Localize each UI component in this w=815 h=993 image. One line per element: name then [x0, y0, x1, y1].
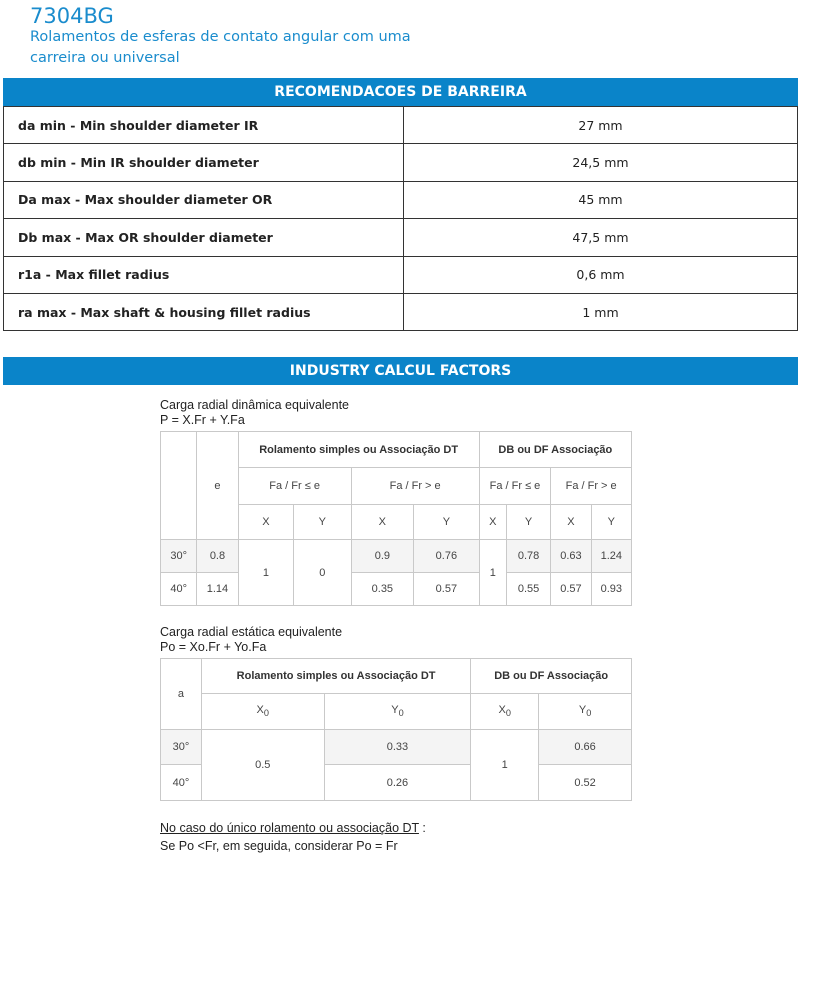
pair-le-y-cell: 0.55	[506, 573, 550, 606]
single-le-y-cell: 0	[294, 540, 351, 606]
row-label: da min - Min shoulder diameter IR	[4, 107, 404, 144]
abutment-table	[3, 106, 798, 331]
y-header: Y	[414, 505, 480, 540]
x0-header: $X_0$	[471, 694, 539, 730]
pair-le-x-cell: 1	[479, 540, 506, 606]
table-row	[4, 181, 798, 218]
y0-header: $Y_0$	[539, 694, 632, 730]
abutment-section-header: RECOMENDACOES DE BARREIRA	[3, 78, 798, 106]
angle-header-cell	[161, 432, 197, 540]
pair-y0-cell: 0.52	[539, 765, 632, 801]
single-y0-cell: 0.33	[324, 730, 471, 765]
x0-header: $X_0$	[201, 694, 324, 730]
static-factors-table	[160, 658, 632, 801]
y-header: Y	[591, 505, 631, 540]
cond-gt-header: Fa / Fr > e	[551, 468, 632, 505]
row-value: 27 mm	[404, 107, 798, 144]
single-gt-y-cell: 0.57	[414, 573, 480, 606]
pair-le-y-cell: 0.78	[506, 540, 550, 573]
pair-gt-x-cell: 0.63	[551, 540, 591, 573]
single-x0-cell: 0.5	[201, 730, 324, 801]
cond-gt-header: Fa / Fr > e	[351, 468, 479, 505]
table-row	[4, 107, 798, 144]
static-load-formula: Po = Xo.Fr + Yo.Fa	[160, 640, 267, 654]
x-header: X	[551, 505, 591, 540]
x-header: X	[238, 505, 293, 540]
static-load-title: Carga radial estática equivalente	[160, 625, 343, 639]
row-label: Da max - Max shoulder diameter OR	[4, 181, 404, 218]
group-pair-header: DB ou DF Associação	[479, 432, 631, 468]
group-single-header: Rolamento simples ou Associação DT	[201, 659, 470, 694]
row-value: 24,5 mm	[404, 144, 798, 181]
factors-note: No caso do único rolamento ou associação DT : Se Po <Fr, em seguida, considerar Po = Fr	[160, 819, 640, 855]
a-header: a	[161, 659, 202, 730]
pair-gt-y-cell: 1.24	[591, 540, 631, 573]
dynamic-factors-table	[160, 431, 632, 606]
pair-gt-y-cell: 0.93	[591, 573, 631, 606]
factors-section-header: INDUSTRY CALCUL FACTORS	[3, 357, 798, 385]
angle-cell: 40°	[161, 765, 202, 801]
y0-header: $Y_0$	[324, 694, 471, 730]
table-row	[4, 256, 798, 293]
single-y0-cell: 0.26	[324, 765, 471, 801]
dynamic-load-formula: P = X.Fr + Y.Fa	[160, 413, 245, 427]
row-label: ra max - Max shaft & housing fillet radius	[4, 293, 404, 330]
y-header: Y	[506, 505, 550, 540]
group-single-header: Rolamento simples ou Associação DT	[238, 432, 479, 468]
x-header: X	[479, 505, 506, 540]
note-text: Se Po <Fr, em seguida, considerar Po = Fr	[160, 839, 398, 853]
row-value: 45 mm	[404, 181, 798, 218]
y-header: Y	[294, 505, 351, 540]
e-cell: 1.14	[197, 573, 238, 606]
dynamic-load-title: Carga radial dinâmica equivalente	[160, 398, 350, 412]
cond-le-header: Fa / Fr ≤ e	[238, 468, 351, 505]
single-gt-x-cell: 0.9	[351, 540, 414, 573]
row-value: 1 mm	[404, 293, 798, 330]
row-value: 0,6 mm	[404, 256, 798, 293]
table-row	[4, 144, 798, 181]
single-gt-x-cell: 0.35	[351, 573, 414, 606]
angle-cell: 30°	[161, 730, 202, 765]
pair-y0-cell: 0.66	[539, 730, 632, 765]
single-le-x-cell: 1	[238, 540, 293, 606]
note-heading: No caso do único rolamento ou associação DT	[160, 821, 419, 835]
row-label: db min - Min IR shoulder diameter	[4, 144, 404, 181]
cond-le-header: Fa / Fr ≤ e	[479, 468, 551, 505]
table-row	[4, 293, 798, 330]
angle-cell: 40°	[161, 573, 197, 606]
product-description: Rolamentos de esferas de contato angular com uma carreira ou universal	[30, 29, 411, 66]
product-code: 7304BG	[30, 4, 114, 28]
table-row	[4, 219, 798, 256]
pair-x0-cell: 1	[471, 730, 539, 801]
e-header: e	[197, 432, 238, 540]
row-value: 47,5 mm	[404, 219, 798, 256]
x-header: X	[351, 505, 414, 540]
row-label: r1a - Max fillet radius	[4, 256, 404, 293]
single-gt-y-cell: 0.76	[414, 540, 480, 573]
angle-cell: 30°	[161, 540, 197, 573]
factors-image	[160, 398, 640, 855]
row-label: Db max - Max OR shoulder diameter	[4, 219, 404, 256]
e-cell: 0.8	[197, 540, 238, 573]
pair-gt-x-cell: 0.57	[551, 573, 591, 606]
group-pair-header: DB ou DF Associação	[471, 659, 632, 694]
